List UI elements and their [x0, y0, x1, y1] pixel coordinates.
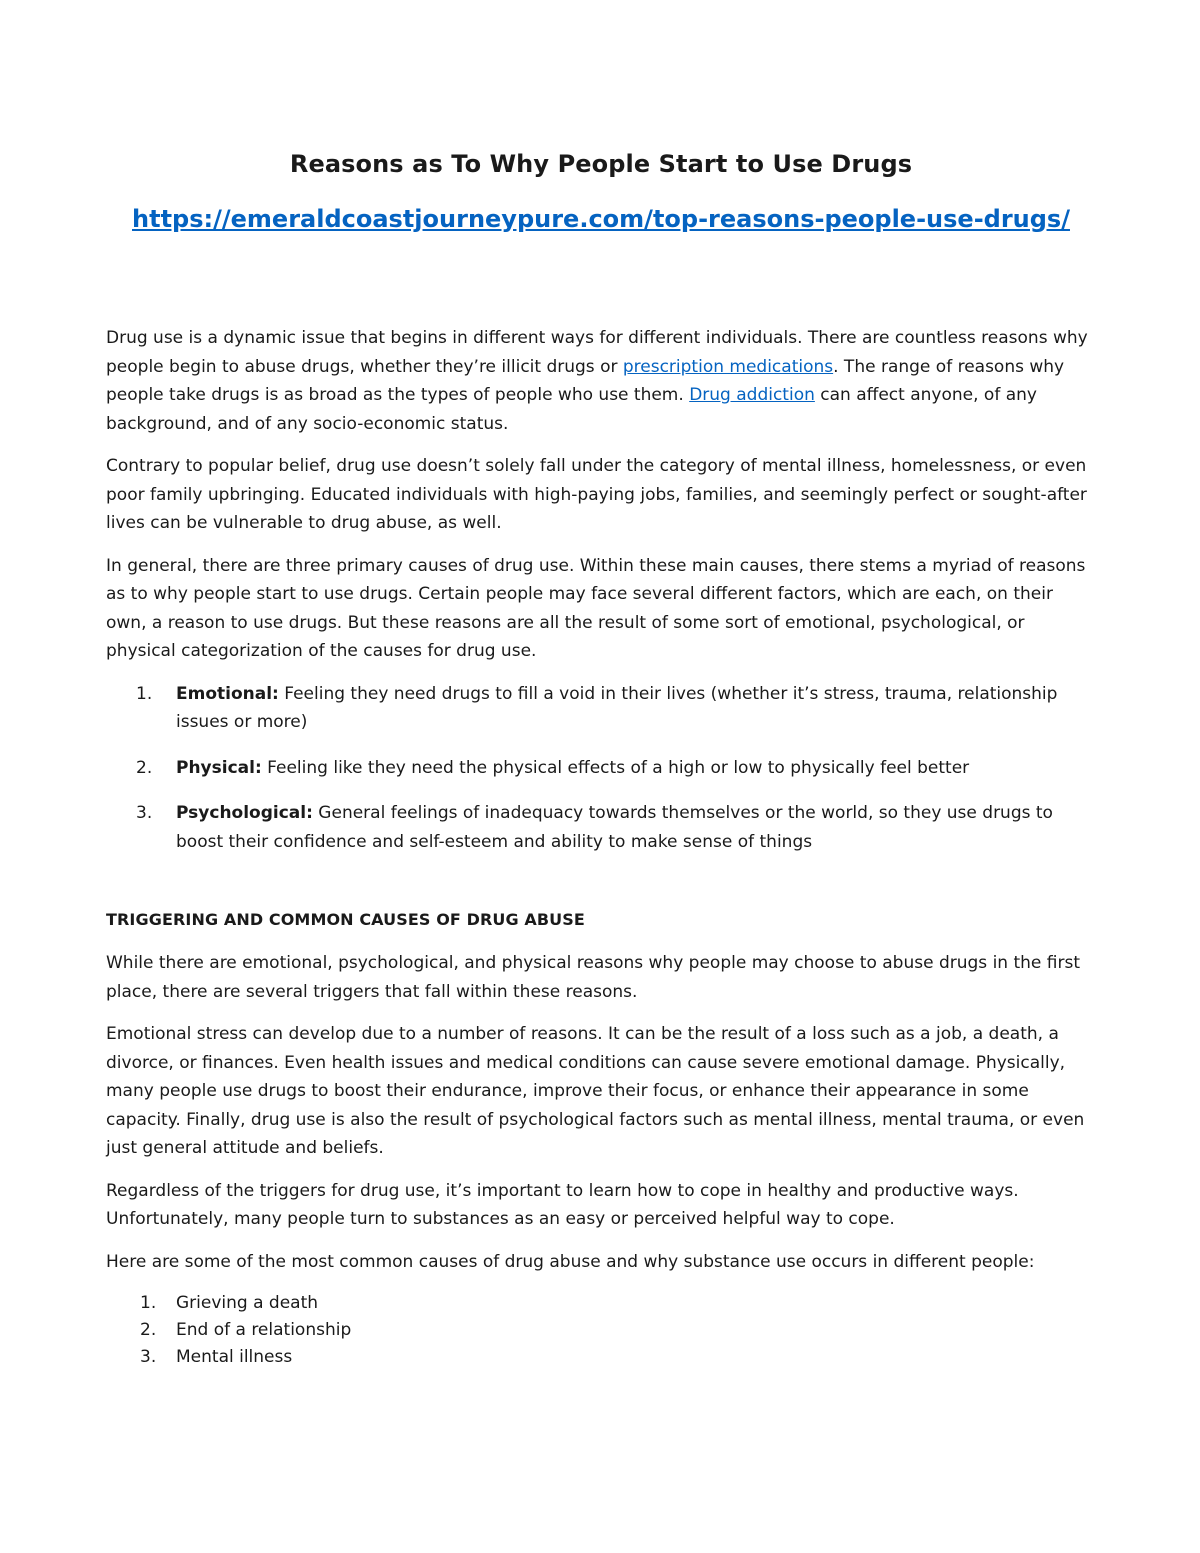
- intro-paragraph: [106, 324, 1096, 438]
- document-title: Reasons as To Why People Start to Use Drugs: [289, 150, 913, 178]
- list-item-text: Grieving a death: [176, 1293, 319, 1313]
- list-item: [106, 1317, 1096, 1344]
- document-page: [106, 146, 1096, 1371]
- paragraph-popular-belief: Contrary to popular belief, drug use doesn’t solely fall under the category of mental illness, homelessness, or even poor family upbringing. Educated individuals with high-paying jobs, families, and seemingly perfect or sought-after lives can be vulnerable to drug abuse, as well.: [106, 456, 1087, 533]
- paragraph-coping: Regardless of the triggers for drug use, it’s important to learn how to cope in healthy and productive ways. Unfortunately, many people turn to substances as an easy or perceived helpful way to cope.: [106, 1180, 1019, 1229]
- source-url-link[interactable]: https://emeraldcoastjourneypure.com/top-reasons-people-use-drugs/: [132, 205, 1070, 233]
- list-item-text: General feelings of inadequacy towards themselves or the world, so they use drugs to boost their confidence and self-esteem and ability to make sense of things: [176, 803, 1053, 852]
- drug-addiction-link[interactable]: Drug addiction: [689, 385, 815, 405]
- list-item: [106, 799, 1096, 856]
- intro-text-2: . The range of reasons why people take drugs is as broad as the types of people who use them.: [106, 356, 1065, 405]
- paragraph-primary-causes: In general, there are three primary causes of drug use. Within these main causes, there stems a myriad of reasons as to why people start to use drugs. Certain people may face several different factors, which are each, on their own, a reason to use drugs. But these reasons are all the result of some sort of emotional, psychological, or physical categorization of the causes for drug use.: [106, 555, 1086, 661]
- paragraph-emotional-stress: Emotional stress can develop due to a number of reasons. It can be the result of a loss such as a job, a death, a divorce, or finances. Even health issues and medical conditions can cause severe emotional damage. Physically, many people use drugs to boost their endurance, improve their focus, or enhance their appearance in some capacity. Finally, drug use is also the result of psychological factors such as mental illness, mental trauma, or even just general attitude and beliefs.: [106, 1024, 1085, 1158]
- list-item-term: Physical:: [176, 757, 262, 778]
- list-item-text: End of a relationship: [176, 1320, 352, 1340]
- list-item: [106, 1290, 1096, 1317]
- list-item-number: 1.: [136, 683, 153, 704]
- list-item: [106, 680, 1096, 737]
- intro-text-1: Drug use is a dynamic issue that begins in different ways for different individuals. There are countless reasons why people begin to abuse drugs, whether they’re illicit drugs or: [106, 328, 1088, 377]
- section-heading: TRIGGERING AND COMMON CAUSES OF DRUG ABUSE: [106, 910, 585, 929]
- prescription-medications-link[interactable]: prescription medications: [622, 356, 834, 377]
- intro-text-3: can affect anyone, of any background, and of any socio-economic status.: [106, 385, 1037, 434]
- common-causes-list: [106, 1290, 1096, 1371]
- paragraph-common-causes-intro: Here are some of the most common causes of drug abuse and why substance use occurs in different people:: [106, 1251, 1035, 1272]
- list-item-text: Feeling they need drugs to fill a void in their lives (whether it’s stress, trauma, relationship issues or more): [176, 683, 1058, 732]
- list-item-number: 3.: [136, 803, 153, 823]
- list-item-number: 1.: [140, 1293, 157, 1313]
- primary-causes-list: [106, 680, 1096, 857]
- list-item-number: 3.: [140, 1347, 157, 1367]
- list-item: [106, 754, 1096, 783]
- list-item-number: 2.: [140, 1320, 157, 1340]
- list-item: [106, 1344, 1096, 1371]
- document-body: [106, 324, 1096, 1371]
- list-item-term: Emotional:: [176, 683, 279, 704]
- paragraph-triggers: While there are emotional, psychological, and physical reasons why people may choose to abuse drugs in the first place, there are several triggers that fall within these reasons.: [106, 953, 1080, 1002]
- list-item-term: Psychological:: [176, 803, 313, 823]
- list-item-text: Mental illness: [176, 1347, 293, 1367]
- list-item-number: 2.: [136, 757, 153, 778]
- list-item-text: Feeling like they need the physical effects of a high or low to physically feel better: [261, 757, 970, 778]
